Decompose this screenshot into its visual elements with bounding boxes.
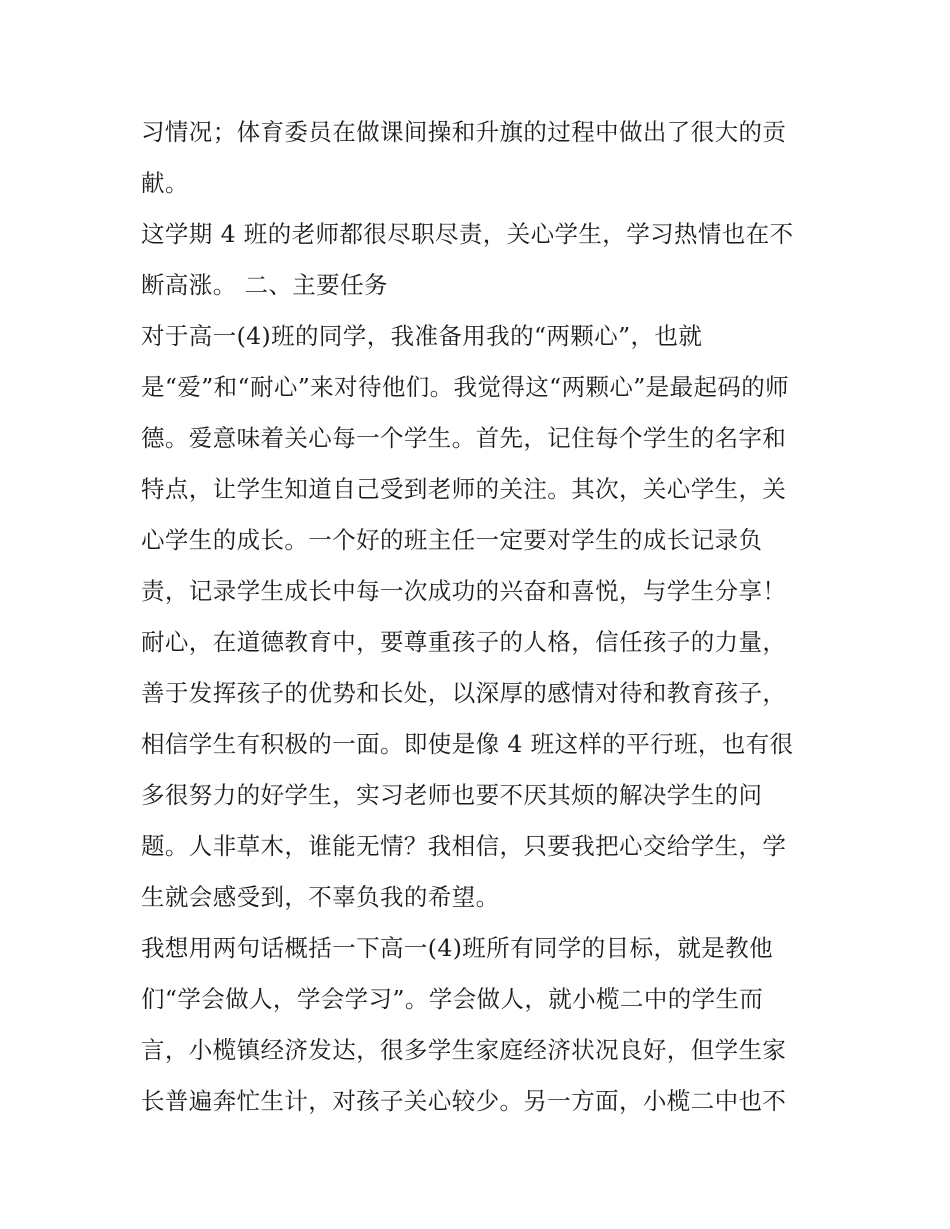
text-line: 习情况；体育委员在做课间操和升旗的过程中做出了很大的贡: [141, 118, 787, 146]
text-line: 我想用两句话概括一下高一(4)班所有同学的目标，就是教他: [141, 934, 773, 962]
text-line: 们“学会做人，学会学习”。学会做人，就小榄二中的学生而: [141, 985, 764, 1013]
text-line: 是“爱”和“耐心”来对待他们。我觉得这“两颗心”是最起码的师: [141, 373, 790, 401]
text-line: 这学期 4 班的老师都很尽职尽责，关心学生，学习热情也在不: [141, 220, 794, 248]
text-line: 善于发挥孩子的优势和长处，以深厚的感情对待和教育孩子，: [141, 679, 787, 707]
text-line: 心学生的成长。一个好的班主任一定要对学生的成长记录负: [141, 526, 763, 554]
text-line: 献。: [141, 169, 189, 197]
text-line: 特点，让学生知道自己受到老师的关注。其次，关心学生，关: [141, 475, 787, 503]
text-line: 对于高一(4)班的同学，我准备用我的“两颗心”，也就: [141, 322, 703, 350]
text-line: 相信学生有积极的一面。即使是像 4 班这样的平行班，也有很: [141, 730, 794, 758]
text-line: 生就会感受到，不辜负我的希望。: [141, 883, 500, 911]
text-line: 言，小榄镇经济发达，很多学生家庭经济状况良好，但学生家: [141, 1036, 787, 1064]
document-body: [141, 107, 831, 1127]
text-line: 长普遍奔忙生计，对孩子关心较少。另一方面，小榄二中也不: [141, 1087, 787, 1115]
text-line: 耐心，在道德教育中，要尊重孩子的人格，信任孩子的力量，: [141, 628, 787, 656]
text-line: 断高涨。 二、主要任务: [141, 271, 388, 299]
text-line: 多很努力的好学生，实习老师也要不厌其烦的解决学生的问: [141, 781, 763, 809]
text-line: 责，记录学生成长中每一次成功的兴奋和喜悦，与学生分享！: [141, 577, 787, 605]
text-line: 德。爱意味着关心每一个学生。首先，记住每个学生的名字和: [141, 424, 787, 452]
text-line: 题。人非草木，谁能无情？我相信，只要我把心交给学生，学: [141, 832, 787, 860]
